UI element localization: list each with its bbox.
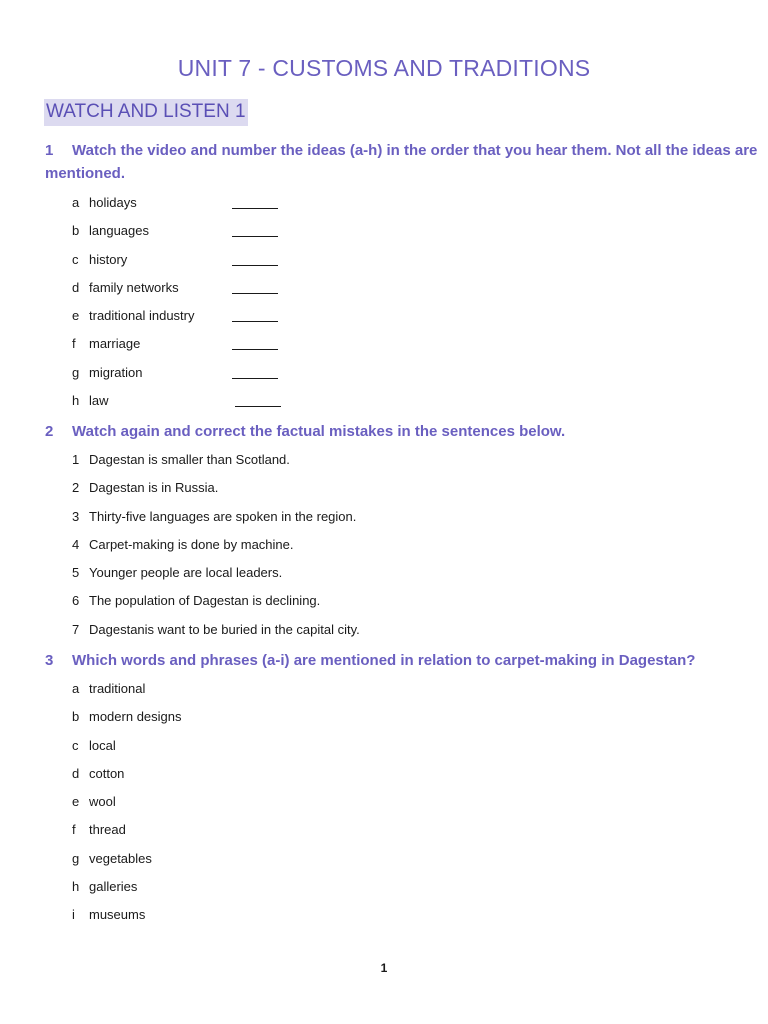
item-text: cotton	[89, 765, 125, 781]
item-label: a	[72, 195, 80, 210]
list-item	[72, 907, 182, 935]
list-item	[72, 223, 195, 251]
item-text: migration	[89, 364, 143, 380]
item-label: d	[72, 765, 80, 781]
item-text: modern designs	[89, 709, 182, 725]
list-item	[72, 509, 360, 537]
list-item	[72, 537, 360, 565]
question-text: Which words and phrases (a-i) are mentioned in relation to carpet-making in Dagestan?	[72, 652, 696, 669]
list-item	[72, 452, 360, 480]
item-label: e	[72, 308, 80, 324]
list-item	[72, 622, 360, 650]
page-number: 1	[380, 961, 388, 975]
item-label: h	[72, 879, 80, 895]
question-text: Watch again and correct the factual mistakes in the sentences below.	[72, 423, 566, 440]
answer-blank[interactable]	[235, 393, 281, 407]
answer-blank[interactable]	[232, 252, 278, 266]
item-label: c	[72, 737, 79, 753]
item-label: 1	[72, 452, 80, 467]
list-item	[72, 681, 182, 709]
question-2-list	[72, 452, 360, 650]
item-text: traditional	[89, 681, 146, 696]
item-label: i	[72, 907, 75, 923]
item-text: The population of Dagestan is declining.	[89, 593, 321, 609]
item-text: history	[89, 251, 128, 267]
question-number: 3	[45, 652, 54, 669]
answer-blank[interactable]	[232, 308, 278, 322]
item-label: 2	[72, 480, 80, 496]
item-label: 5	[72, 565, 80, 581]
question-1	[45, 139, 760, 185]
question-text: Watch the video and number the ideas (a-h) in the order that you hear them. Not all the ideas are mentioned.	[45, 142, 758, 182]
list-item	[72, 252, 195, 280]
question-number: 2	[45, 423, 54, 440]
item-label: 3	[72, 508, 80, 524]
item-text: marriage	[89, 336, 141, 352]
item-label: g	[72, 364, 80, 380]
list-item	[72, 766, 182, 794]
answer-blank[interactable]	[232, 195, 278, 209]
item-text: languages	[89, 223, 149, 239]
item-text: Dagestan is in Russia.	[89, 480, 219, 496]
item-text: traditional industry	[89, 308, 195, 324]
item-label: 4	[72, 536, 80, 552]
item-label: 6	[72, 593, 80, 609]
list-item	[72, 365, 195, 393]
list-item	[72, 393, 195, 421]
answer-blank[interactable]	[232, 223, 278, 237]
item-label: f	[72, 822, 76, 838]
answer-blank[interactable]	[232, 365, 278, 379]
list-item	[72, 308, 195, 336]
item-text: family networks	[89, 279, 179, 295]
list-item	[72, 480, 360, 508]
item-label: g	[72, 850, 80, 866]
item-text: galleries	[89, 879, 138, 895]
item-text: thread	[89, 822, 126, 838]
list-item	[72, 565, 360, 593]
list-item	[72, 822, 182, 850]
list-item	[72, 709, 182, 737]
item-label: e	[72, 794, 80, 810]
list-item	[72, 879, 182, 907]
item-text: vegetables	[89, 850, 152, 866]
item-label: f	[72, 336, 76, 352]
answer-blank[interactable]	[232, 336, 278, 350]
item-text: law	[89, 393, 109, 409]
question-3	[45, 649, 695, 672]
item-label: a	[72, 681, 80, 696]
item-label: b	[72, 709, 80, 725]
list-item	[72, 794, 182, 822]
list-item	[72, 593, 360, 621]
list-item	[72, 851, 182, 879]
item-label: d	[72, 279, 80, 295]
item-label: 7	[72, 621, 80, 637]
item-text: Dagestanis want to be buried in the capital city.	[89, 621, 360, 637]
item-text: local	[89, 737, 116, 753]
item-text: Younger people are local leaders.	[89, 565, 283, 581]
item-text: Thirty-five languages are spoken in the region.	[89, 508, 357, 524]
item-label: b	[72, 223, 80, 239]
list-item	[72, 195, 195, 223]
item-text: holidays	[89, 195, 137, 210]
list-item	[72, 280, 195, 308]
list-item	[72, 738, 182, 766]
item-label: h	[72, 393, 80, 409]
section-heading: WATCH AND LISTEN 1	[44, 99, 248, 126]
item-text: Dagestan is smaller than Scotland.	[89, 452, 290, 467]
item-text: museums	[89, 907, 146, 923]
item-text: wool	[89, 794, 116, 810]
item-label: c	[72, 251, 79, 267]
answer-blank[interactable]	[232, 280, 278, 294]
list-item	[72, 336, 195, 364]
question-2	[45, 420, 565, 443]
item-text: Carpet-making is done by machine.	[89, 536, 294, 552]
page-title: UNIT 7 - CUSTOMS AND TRADITIONS	[177, 55, 591, 81]
question-number: 1	[45, 142, 54, 159]
question-1-list	[72, 195, 195, 421]
question-3-list	[72, 681, 182, 936]
